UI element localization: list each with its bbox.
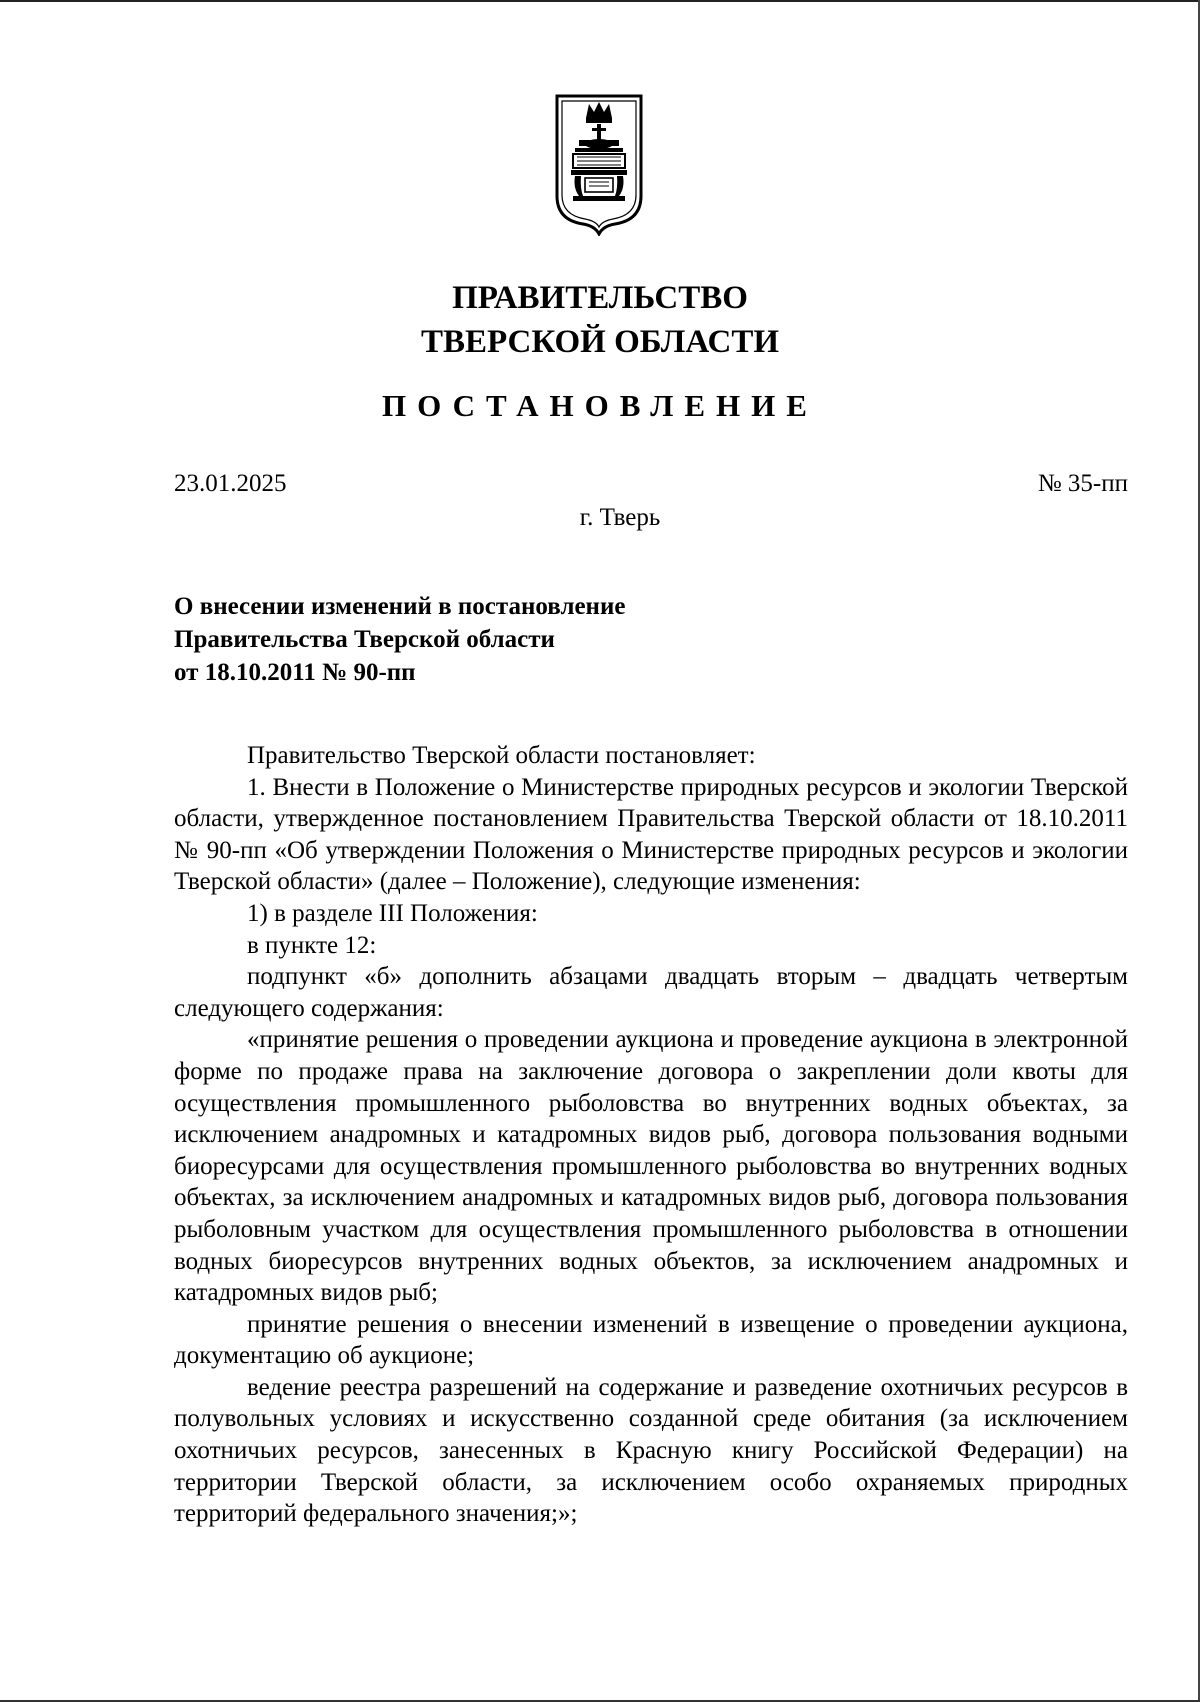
document-date: 23.01.2025 [174, 470, 287, 497]
document-number: № 35-пп [1037, 470, 1128, 497]
tver-coat-of-arms-icon [553, 92, 645, 236]
body-paragraph-auction: «принятие решения о проведении аукциона и проведение аукциона в электронной форме по продаже права на заключение договора о закреплении доли квоты для осуществления промышленного рыболовства во внутренних водных объектах, за исключением анадромных и катадромных видов рыб, договора пользования водными биоресурсами для осуществления промышленного рыболовства во внутренних водных объектах, за исключением анадромных и катадромных видов рыб, договора пользования рыболовным участком для осуществления промышленного рыболовства в отношении водных биоресурсов внутренних водных объектов, за исключением анадромных и катадромных видов рыб; [174, 1026, 1128, 1307]
title-line-1: О внесении изменений в постановление [174, 593, 626, 620]
body-paragraph-section-3: 1) в разделе III Положения: [247, 899, 538, 927]
body-paragraph-registry: ведение реестра разрешений на содержание и разведение охотничьих ресурсов в полувольных условиях и искусственно созданной среде обитания (за исключением охотничьих ресурсов, занесенных в Красную книгу Российской Федерации) на территории Тверской области, за исключением особо охраняемых природных территорий федерального значения;»; [174, 1373, 1128, 1528]
organization-line-1: ПРАВИТЕЛЬСТВО [452, 280, 748, 316]
title-line-3: от 18.10.2011 № 90-пп [174, 659, 416, 686]
document-type: ПОСТАНОВЛЕНИЕ [382, 388, 818, 423]
organization-name [0, 276, 1200, 364]
body-paragraph-subpoint-b: подпункт «б» дополнить абзацами двадцать вторым – двадцать четвертым следующего содержания: [174, 963, 1128, 1022]
title-line-2: Правительства Тверской области [174, 626, 555, 653]
body-paragraph-notice-changes: принятие решения о внесении изменений в извещение о проведении аукциона, документацию об аукционе; [174, 1310, 1128, 1370]
organization-line-2: ТВЕРСКОЙ ОБЛАСТИ [420, 324, 780, 360]
document-body [174, 740, 1128, 1530]
body-paragraph-point-12: в пункте 12: [247, 931, 377, 959]
body-paragraph-item-1: 1. Внести в Положение о Министерстве природных ресурсов и экологии Тверской области, утвержденное постановлением Правительства Тверской области от 18.10.2011 № 90-пп «Об утверждении Положения о Министерстве природных ресурсов и экологии Тверской области» (далее – Положение), следующие изменения: [174, 773, 1128, 896]
document-title [174, 590, 625, 689]
scan-edge-top [0, 0, 1200, 2]
document-city: г. Тверь [579, 504, 661, 531]
body-paragraph-preamble: Правительство Тверской области постановляет: [247, 742, 756, 769]
